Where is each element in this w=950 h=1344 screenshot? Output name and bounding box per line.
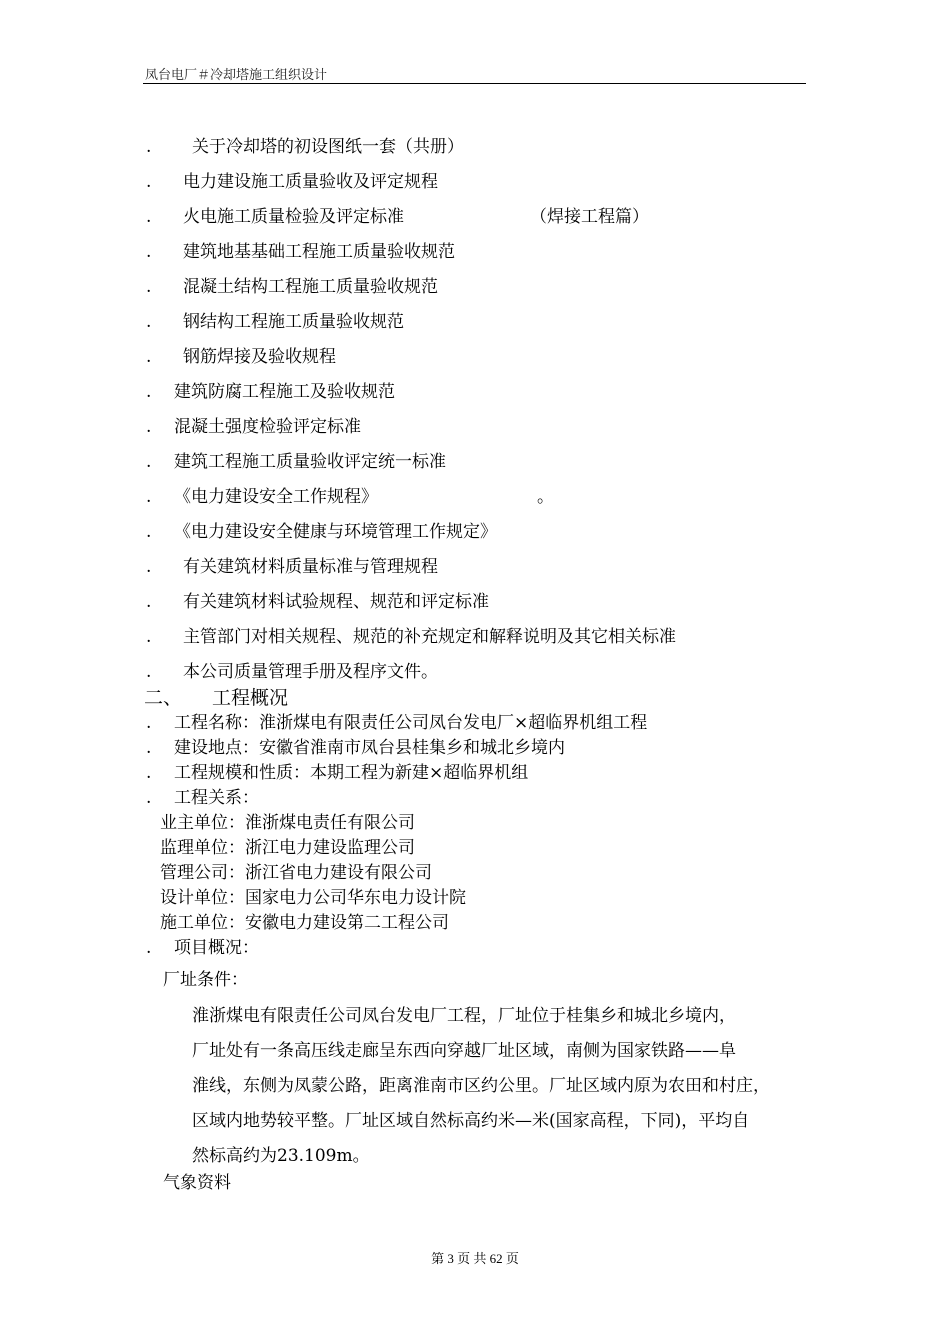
list-item-suffix: （焊接工程篇）: [530, 207, 649, 227]
list-bullet: .: [146, 592, 152, 612]
project-overview-label: 项目概况：: [174, 938, 259, 958]
list-item: 建筑地基基础工程施工质量验收规范: [183, 242, 455, 262]
list-item: 本公司质量管理手册及程序文件。: [183, 662, 438, 682]
site-paragraph-line: 然标高约为23.109m。: [192, 1146, 370, 1166]
list-bullet: .: [146, 938, 152, 958]
list-item: 混凝土结构工程施工质量验收规范: [183, 277, 438, 297]
list-bullet: .: [146, 662, 152, 682]
list-bullet: .: [146, 452, 152, 472]
list-item: 火电施工质量检验及评定标准: [183, 207, 404, 227]
list-item: 主管部门对相关规程、规范的补充规定和解释说明及其它相关标准: [183, 627, 676, 647]
list-item: 建筑防腐工程施工及验收规范: [174, 382, 395, 402]
list-bullet: .: [146, 788, 152, 808]
party-line: 监理单位：浙江电力建设监理公司: [160, 838, 415, 858]
party-line: 施工单位：安徽电力建设第二工程公司: [160, 913, 449, 933]
list-item: 电力建设施工质量验收及评定规程: [183, 172, 438, 192]
list-bullet: .: [146, 417, 152, 437]
list-bullet: .: [146, 627, 152, 647]
overview-item: 工程关系：: [174, 788, 259, 808]
list-bullet: .: [146, 347, 152, 367]
section-number: 二、: [144, 687, 183, 709]
list-item: 混凝土强度检验评定标准: [174, 417, 361, 437]
list-bullet: .: [146, 242, 152, 262]
list-item-suffix: 。: [537, 487, 554, 507]
overview-item: 工程规模和性质：本期工程为新建×超临界机组: [174, 763, 529, 783]
list-item: 建筑工程施工质量验收评定统一标准: [174, 452, 446, 472]
list-bullet: .: [146, 738, 152, 758]
party-line: 设计单位：国家电力公司华东电力设计院: [160, 888, 466, 908]
party-line: 业主单位：淮浙煤电责任有限公司: [160, 813, 415, 833]
overview-item: 工程名称：淮浙煤电有限责任公司凤台发电厂×超临界机组工程: [174, 713, 648, 733]
site-paragraph-line: 淮浙煤电有限责任公司凤台发电厂工程，厂址位于桂集乡和城北乡境内，: [192, 1006, 736, 1026]
list-bullet: .: [146, 522, 152, 542]
list-bullet: .: [146, 137, 152, 157]
list-item: 钢结构工程施工质量验收规范: [183, 312, 404, 332]
list-bullet: .: [146, 487, 152, 507]
list-item: 《电力建设安全工作规程》: [174, 487, 378, 507]
weather-label: 气象资料: [163, 1173, 231, 1193]
site-paragraph-line: 区域内地势较平整。厂址区域自然标高约米—米(国家高程，下同)，平均自: [192, 1111, 750, 1131]
page-header-title: 凤台电厂＃冷却塔施工组织设计: [145, 68, 328, 83]
list-bullet: .: [146, 207, 152, 227]
section-title: 工程概况: [212, 687, 289, 709]
site-paragraph-line: 厂址处有一条高压线走廊呈东西向穿越厂址区域，南侧为国家铁路——阜: [192, 1041, 736, 1061]
site-label: 厂址条件：: [163, 970, 248, 990]
header-rule: [143, 83, 806, 84]
list-bullet: .: [146, 172, 152, 192]
list-item: 《电力建设安全健康与环境管理工作规定》: [174, 522, 497, 542]
page-footer: 第 3 页 共 62 页: [431, 1251, 519, 1266]
list-bullet: .: [146, 382, 152, 402]
list-bullet: .: [146, 312, 152, 332]
list-bullet: .: [146, 277, 152, 297]
list-item: 关于冷却塔的初设图纸一套（共册）: [192, 137, 464, 157]
list-bullet: .: [146, 557, 152, 577]
overview-item: 建设地点：安徽省淮南市凤台县桂集乡和城北乡境内: [174, 738, 565, 758]
list-bullet: .: [146, 763, 152, 783]
party-line: 管理公司：浙江省电力建设有限公司: [160, 863, 432, 883]
list-item: 有关建筑材料质量标准与管理规程: [183, 557, 438, 577]
list-item: 钢筋焊接及验收规程: [183, 347, 336, 367]
site-paragraph-line: 淮线，东侧为凤蒙公路，距离淮南市区约公里。厂址区域内原为农田和村庄，: [192, 1076, 770, 1096]
list-bullet: .: [146, 713, 152, 733]
list-item: 有关建筑材料试验规程、规范和评定标准: [183, 592, 489, 612]
